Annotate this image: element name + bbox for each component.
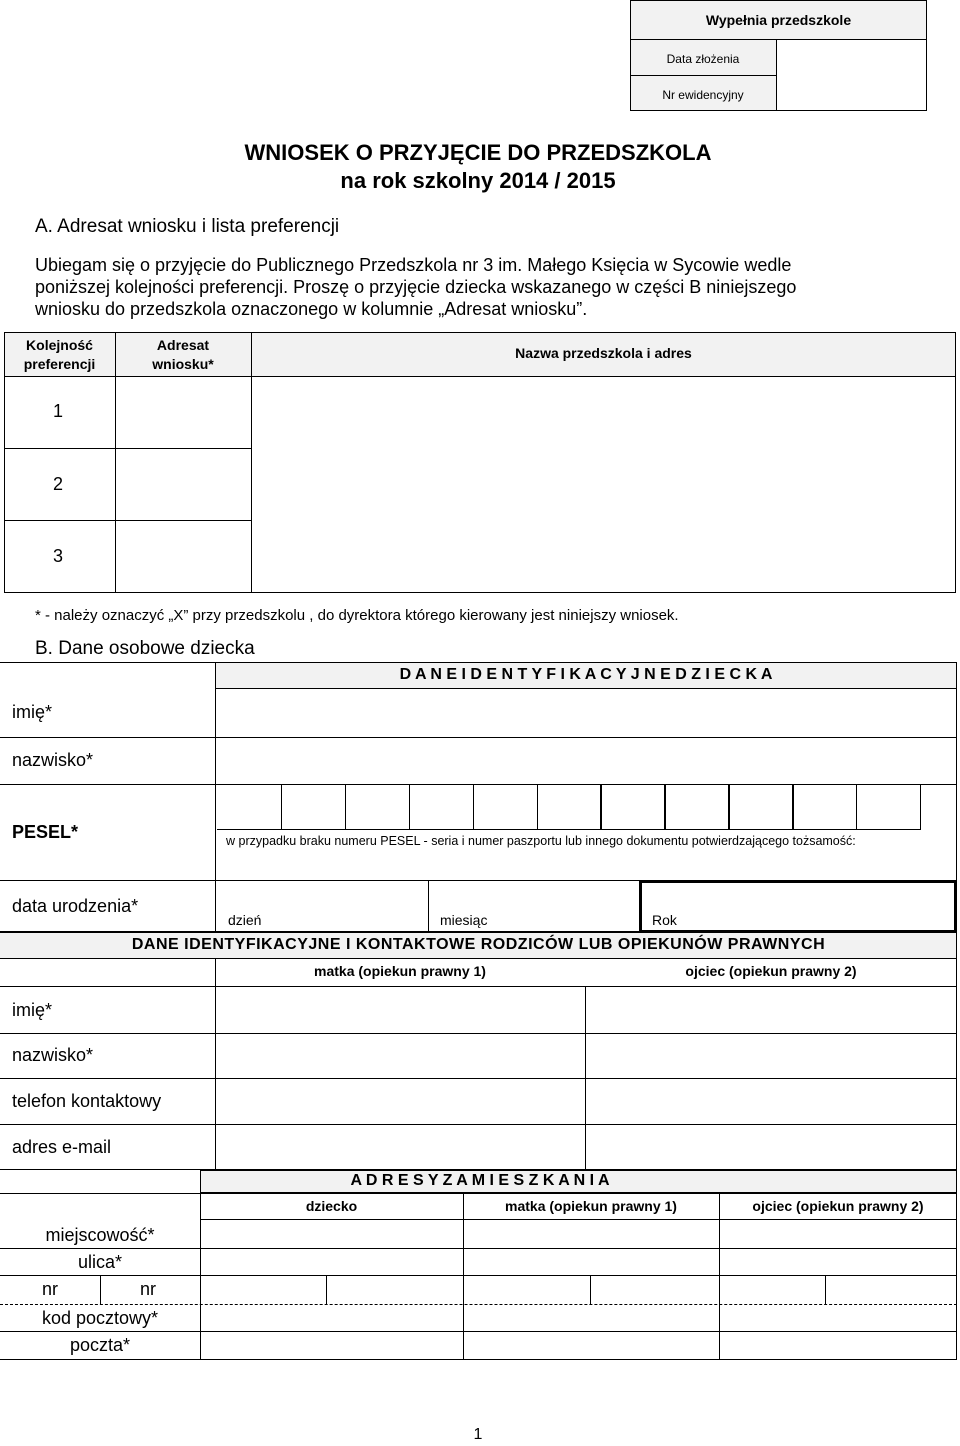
birth-year-label: Rok (652, 912, 677, 928)
parents-header: DANE IDENTYFIKACYJNE I KONTAKTOWE RODZICÓW LUB OPIEKUNÓW PRAWNYCH (131, 936, 826, 953)
page-number: 1 (473, 1426, 483, 1443)
child-first-name-label: imię* (12, 702, 53, 722)
address-house-number-label: nr (42, 1279, 59, 1299)
col-order-header: Kolejność preferencji (23, 337, 96, 372)
mother-post-field[interactable] (465, 1333, 718, 1359)
birth-day-label: dzień (228, 912, 262, 928)
mother-last-name-field[interactable] (217, 1035, 583, 1077)
pesel-digit-box[interactable] (728, 784, 793, 830)
parent-email-label: adres e-mail (12, 1137, 112, 1157)
col-name-header: Nazwa przedszkola i adres (515, 345, 692, 361)
pesel-digit-box[interactable] (281, 784, 346, 830)
pesel-digit-box[interactable] (537, 784, 602, 830)
father-street-field[interactable] (721, 1277, 956, 1303)
preference-row-2-number: 2 (53, 474, 64, 494)
addresses-header: A D R E S Y Z A M I E S Z K A N I A (350, 1172, 610, 1189)
intro-line-2: poniższej kolejności preferencji. Proszę o przyjęcie dziecka wskazanego w części B niniejszego (35, 277, 797, 297)
father-post-field[interactable] (721, 1333, 956, 1359)
child-city-field[interactable] (202, 1250, 462, 1274)
section-b-heading: B. Dane osobowe dziecka (35, 638, 255, 659)
date-submitted-label: Data złożenia (666, 52, 740, 66)
address-city-label: miejscowość* (45, 1225, 155, 1245)
preference-row-1-number: 1 (53, 401, 64, 421)
pesel-note: w przypadku braku numeru PESEL - seria i numer paszportu lub innego dokumentu potwierdzającego tożsamość: (226, 834, 856, 848)
pesel-digit-box[interactable] (856, 784, 921, 830)
recipient-checkbox-1[interactable] (117, 378, 250, 447)
form-title: WNIOSEK O PRZYJĘCIE DO PRZEDSZKOLA (244, 140, 712, 165)
pesel-digit-box[interactable] (600, 784, 665, 830)
address-street-label: ulica* (77, 1252, 123, 1272)
father-postal-field[interactable] (721, 1306, 956, 1330)
pesel-digit-box[interactable] (409, 784, 474, 830)
child-first-name-field[interactable] (217, 690, 955, 736)
address-father-column: ojciec (opiekun prawny 2) (752, 1198, 924, 1214)
child-last-name-field[interactable] (217, 739, 955, 783)
father-last-name-field[interactable] (587, 1035, 955, 1077)
child-street-field[interactable] (202, 1277, 462, 1303)
parent-last-name-label: nazwisko* (12, 1045, 94, 1065)
pesel-label: PESEL* (12, 822, 79, 842)
preschool-name-field[interactable] (253, 378, 954, 591)
father-email-field[interactable] (587, 1126, 955, 1169)
recipient-checkbox-2[interactable] (117, 450, 250, 519)
pesel-digit-box[interactable] (473, 784, 538, 830)
address-mother-column: matka (opiekun prawny 1) (505, 1198, 677, 1214)
intro-line-3: wniosku do przedszkola oznaczonego w kolumnie „Adresat wniosku”. (35, 299, 588, 319)
mother-postal-field[interactable] (465, 1306, 718, 1330)
office-box-title: Wypełnia przedszkole (705, 12, 852, 28)
mother-email-field[interactable] (217, 1126, 583, 1169)
mother-street-field[interactable] (465, 1277, 718, 1303)
pesel-digit-box[interactable] (664, 784, 729, 830)
col-recipient-header: Adresat wniosku* (152, 337, 214, 372)
mother-first-name-field[interactable] (217, 988, 583, 1032)
address-postal-code-label: kod pocztowy* (41, 1308, 159, 1328)
mother-city-field[interactable] (465, 1250, 718, 1274)
birth-year-field[interactable] (639, 880, 957, 933)
father-column-header: ojciec (opiekun prawny 2) (685, 963, 857, 979)
mother-column-header: matka (opiekun prawny 1) (314, 963, 486, 979)
child-postal-field[interactable] (202, 1306, 462, 1330)
section-a-heading: A. Adresat wniosku i lista preferencji (35, 216, 340, 237)
father-first-name-field[interactable] (587, 988, 955, 1032)
child-last-name-label: nazwisko* (12, 750, 94, 770)
pesel-digit-box[interactable] (217, 784, 282, 830)
birth-date-label: data urodzenia* (12, 896, 139, 916)
child-data-header: D A N E I D E N T Y F I K A C Y J N E D Z I E C K A (399, 666, 773, 683)
date-submitted-field[interactable] (777, 40, 926, 110)
pesel-digit-box[interactable] (345, 784, 410, 830)
child-post-field[interactable] (202, 1333, 462, 1359)
birth-month-label: miesiąc (440, 912, 488, 928)
form-subtitle: na rok szkolny 2014 / 2015 (340, 168, 616, 193)
parent-first-name-label: imię* (12, 1000, 53, 1020)
record-number-label: Nr ewidencyjny (662, 88, 744, 102)
pesel-digit-box[interactable] (792, 784, 857, 830)
address-post-office-label: poczta* (69, 1335, 131, 1355)
preference-row-3-number: 3 (53, 546, 64, 566)
father-city-field[interactable] (721, 1250, 956, 1274)
parent-phone-label: telefon kontaktowy (12, 1091, 162, 1111)
father-phone-field[interactable] (587, 1080, 955, 1123)
address-child-column: dziecko (305, 1198, 358, 1214)
intro-line-1: Ubiegam się o przyjęcie do Publicznego Przedszkola nr 3 im. Małego Księcia w Sycowie wedle (35, 255, 792, 275)
mother-phone-field[interactable] (217, 1080, 583, 1123)
recipient-footnote: * - należy oznaczyć „X” przy przedszkolu , do dyrektora którego kierowany jest niniejszy wniosek. (35, 607, 679, 624)
address-flat-number-label: nr (140, 1279, 157, 1299)
recipient-checkbox-3[interactable] (117, 522, 250, 591)
